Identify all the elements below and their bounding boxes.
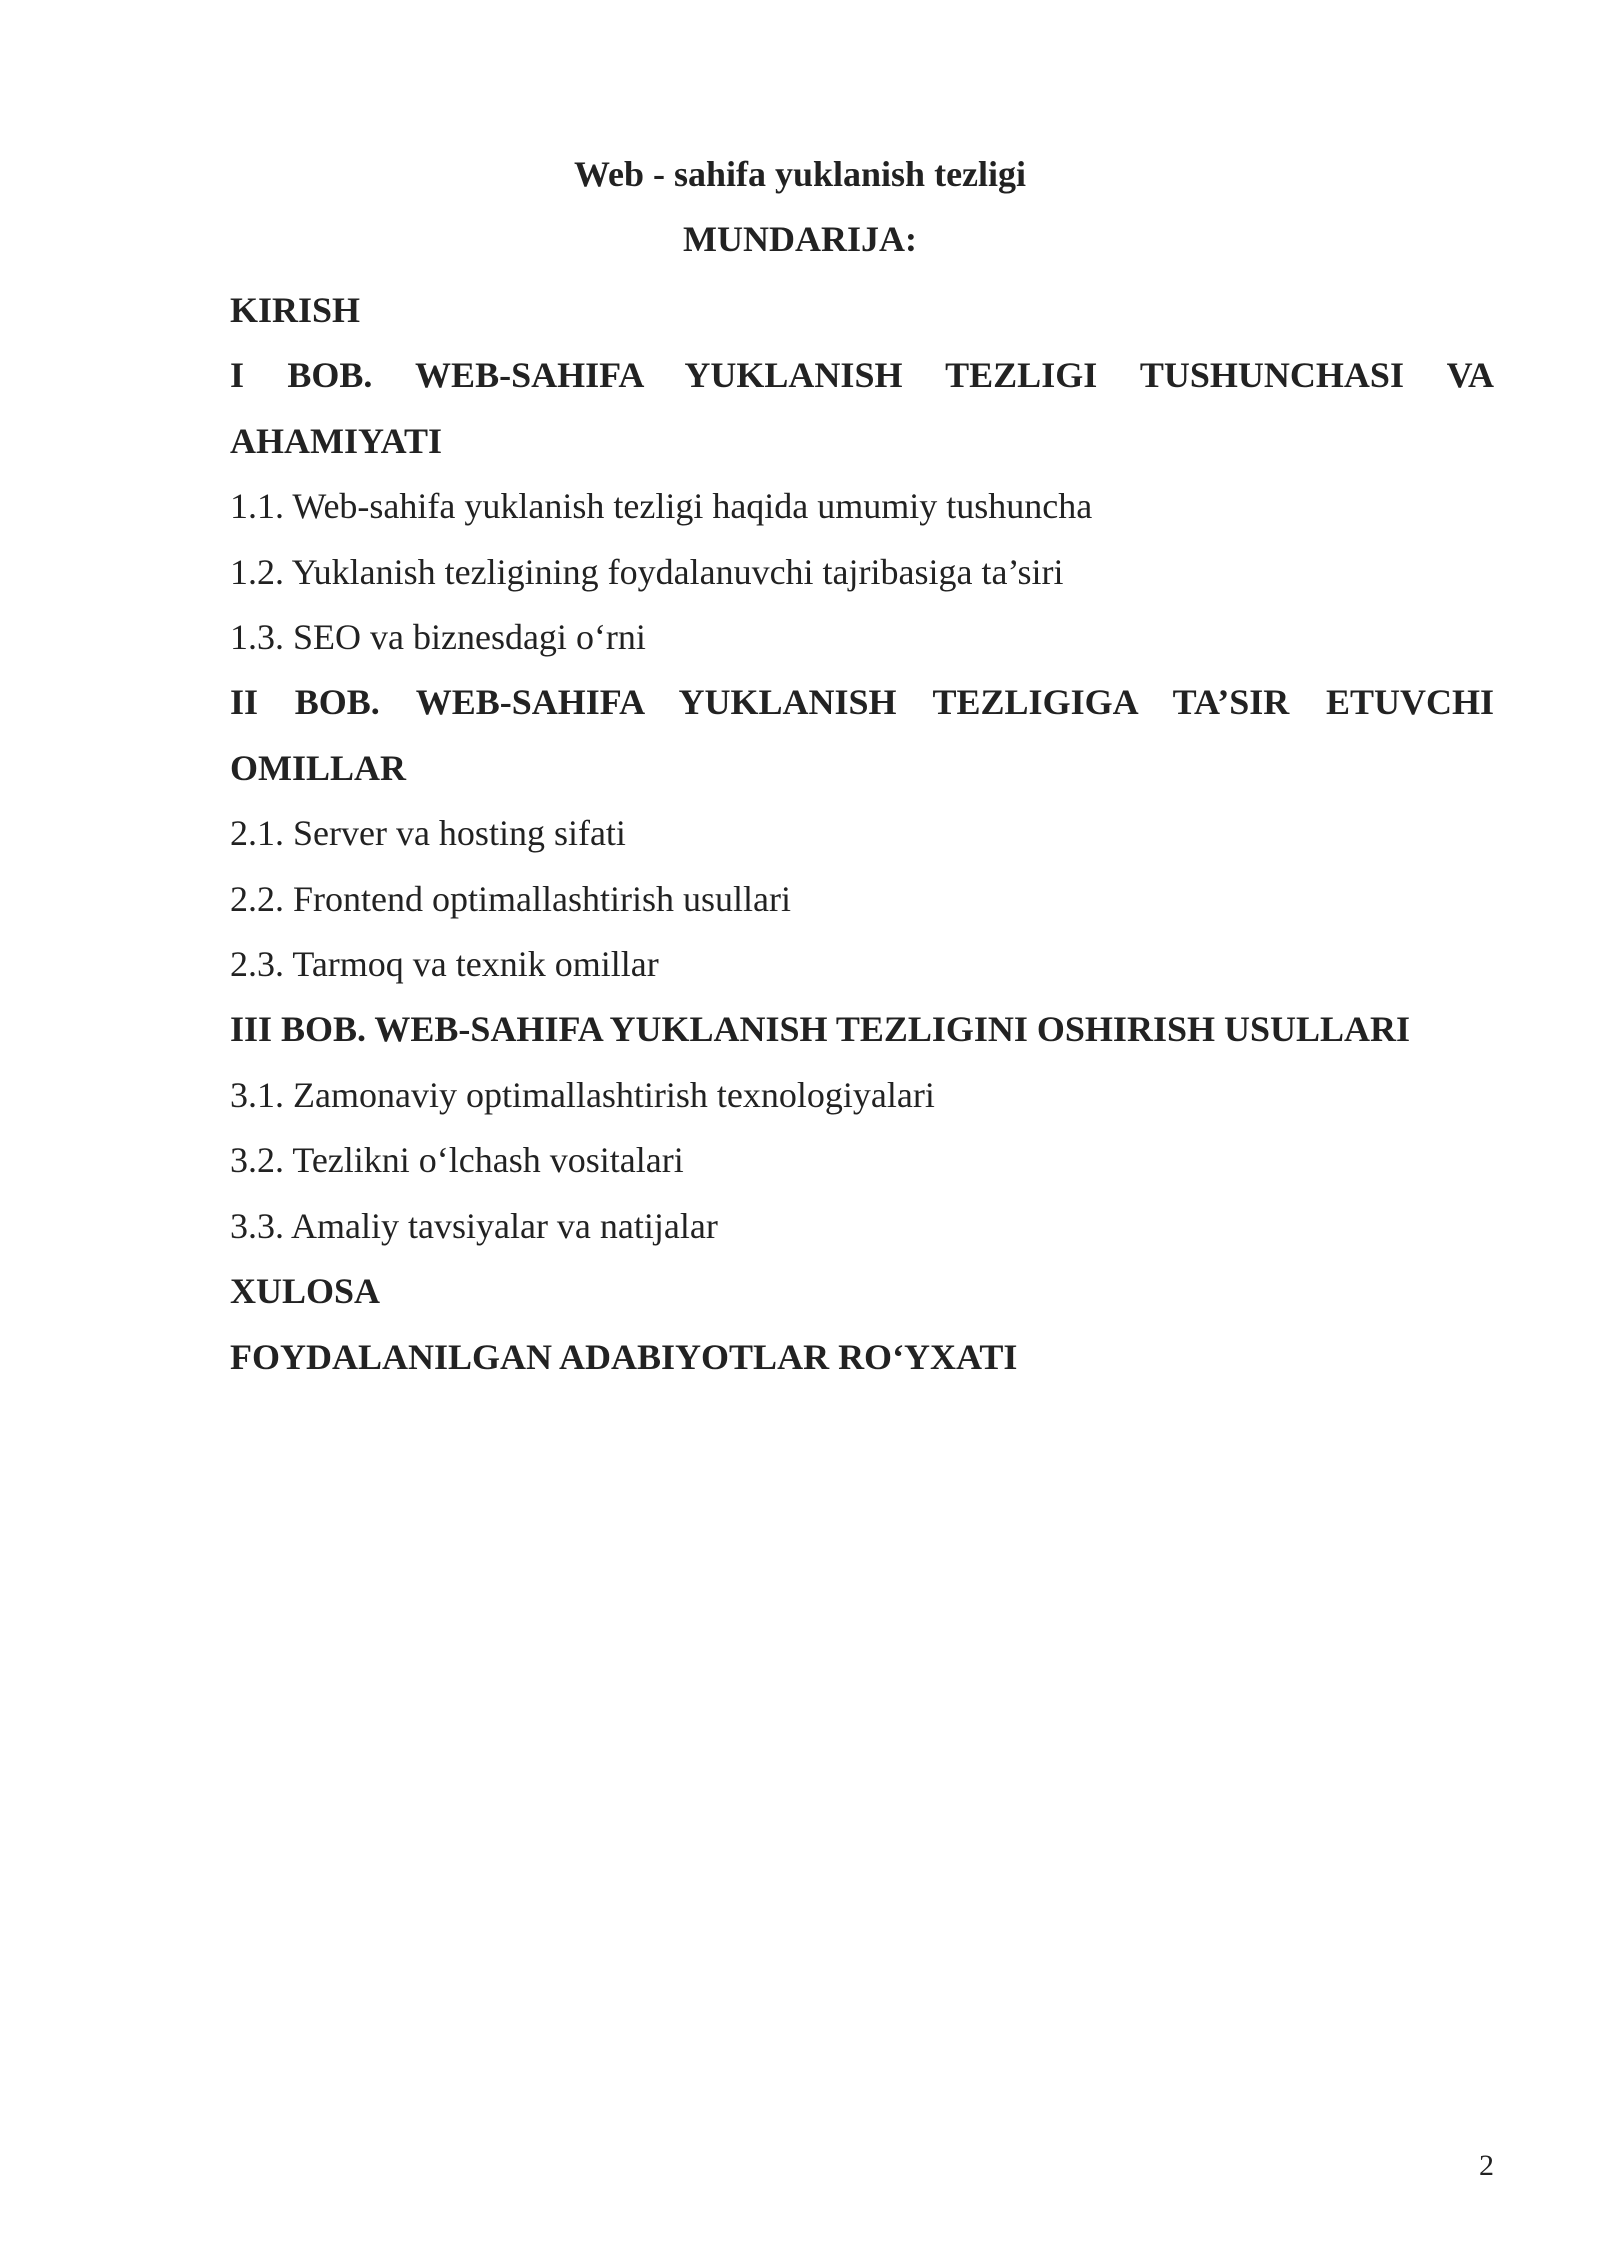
toc-item-conclusion: XULOSA [230,1271,381,1312]
toc-section-2-1: 2.1. Server va hosting sifati [230,813,626,854]
toc-section-3-2: 3.2. Tezlikni o‘lchash vositalari [230,1140,684,1181]
document-title: Web - sahifa yuklanish tezligi [573,154,1027,194]
toc-item-introduction: KIRISH [230,290,361,330]
toc-section-2-3: 2.3. Tarmoq va texnik omillar [230,944,659,985]
toc-section-3-3: 3.3. Amaliy tavsiyalar va natijalar [230,1205,718,1246]
toc-section-1-3: 1.3. SEO va biznesdagi o‘rni [230,617,646,658]
toc-heading: MUNDARIJA: [683,219,917,259]
toc-section-2-2: 2.2. Frontend optimallashtirish usullari [230,878,791,919]
toc-section-1-2: 1.2. Yuklanish tezligining foydalanuvchi tajribasiga ta’siri [230,551,1064,592]
toc-chapter-1: I BOB. WEB-SAHIFA YUKLANISH TEZLIGI TUSHUNCHASI VA AHAMIYATI [230,355,1494,461]
toc-chapter-2: II BOB. WEB-SAHIFA YUKLANISH TEZLIGIGA TA’SIR ETUVCHI OMILLAR [230,682,1494,788]
page-number: 2 [1479,2149,1494,2182]
toc-chapter-3: III BOB. WEB-SAHIFA YUKLANISH TEZLIGINI OSHIRISH USULLARI [230,1009,1411,1050]
toc-section-3-1: 3.1. Zamonaviy optimallashtirish texnologiyalari [230,1074,935,1115]
toc-section-1-1: 1.1. Web-sahifa yuklanish tezligi haqida umumiy tushuncha [230,486,1093,527]
toc-item-references: FOYDALANILGAN ADABIYOTLAR RO‘YXATI [230,1336,1018,1377]
table-of-contents [230,278,1494,1390]
